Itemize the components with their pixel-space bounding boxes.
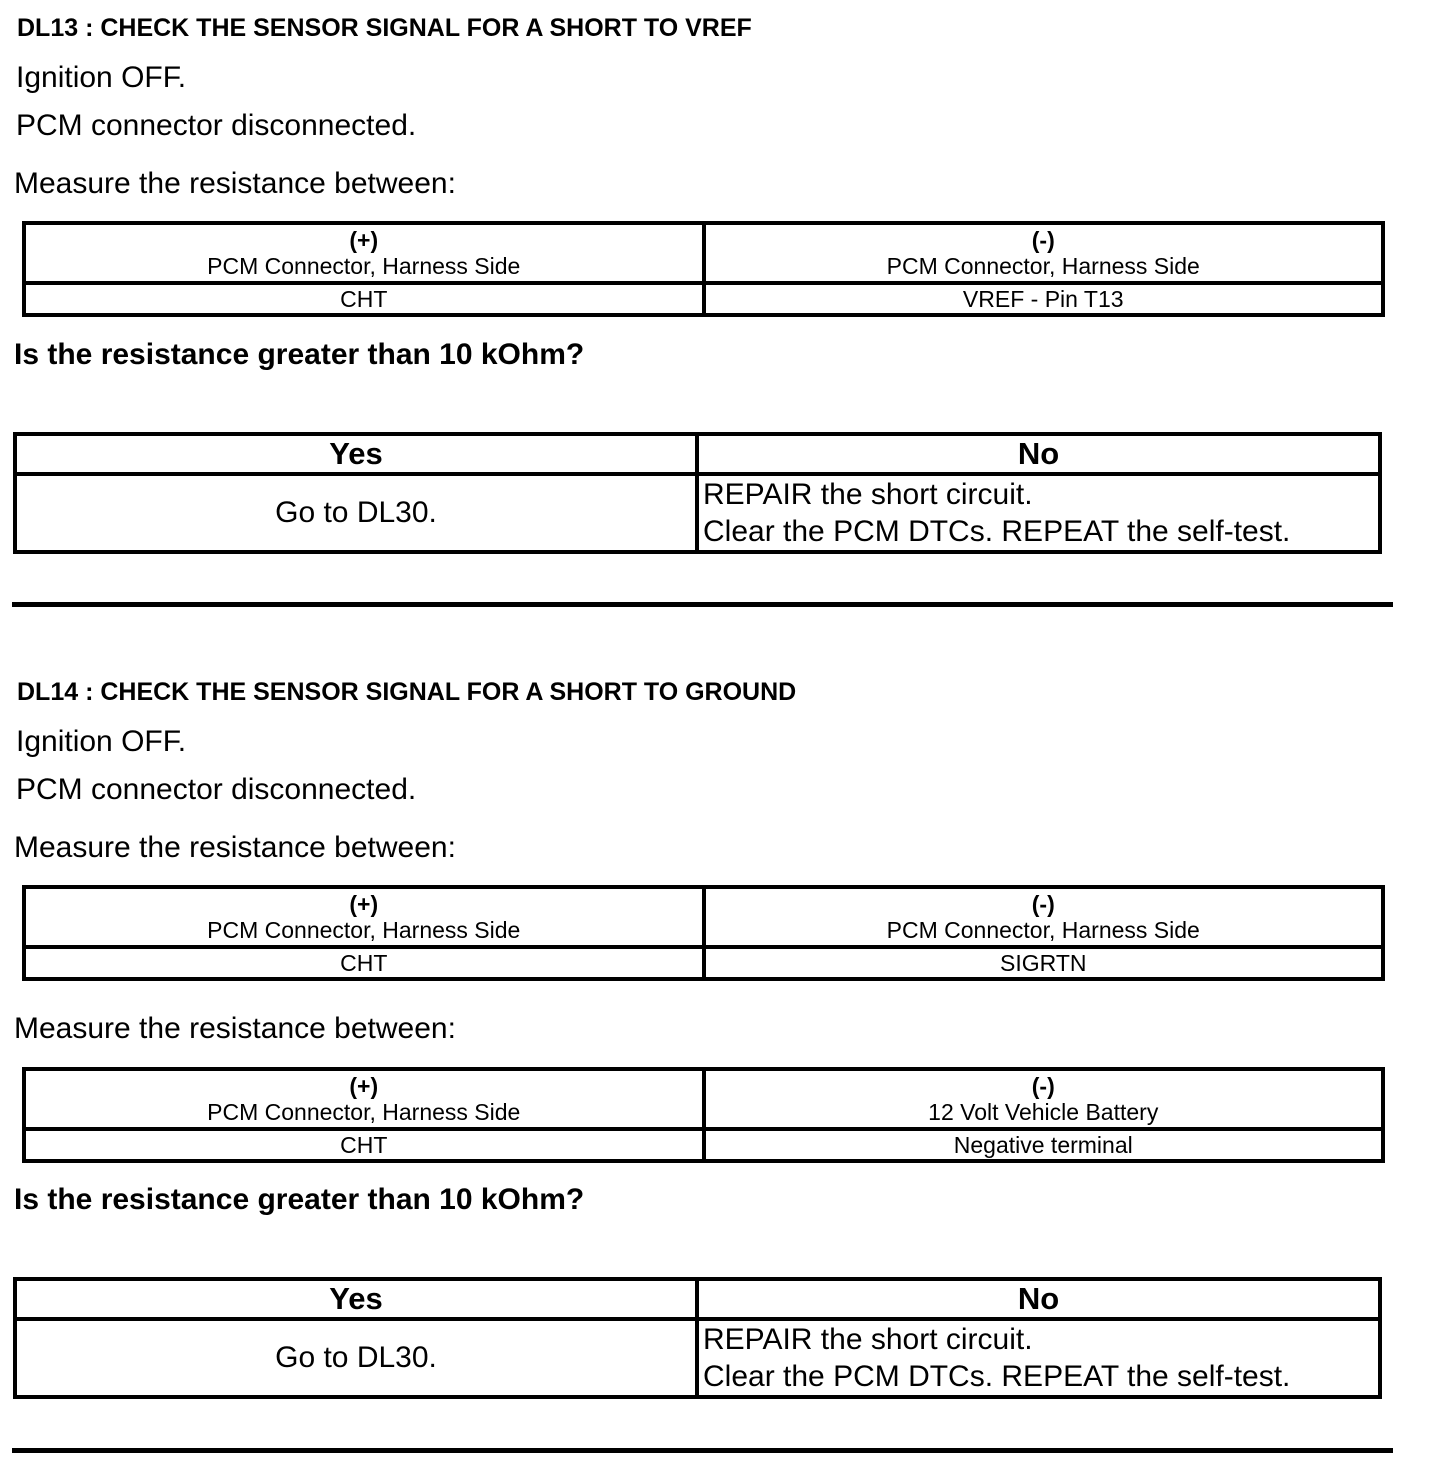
step-ignition-off: Ignition OFF. bbox=[16, 725, 187, 758]
step-ignition-off: Ignition OFF. bbox=[16, 61, 187, 94]
plus-sign: (+) bbox=[349, 227, 379, 253]
plus-location: PCM Connector, Harness Side bbox=[207, 253, 521, 279]
plus-location: PCM Connector, Harness Side bbox=[207, 917, 521, 943]
measurement-table-dl13 bbox=[22, 221, 1385, 317]
no-header: No bbox=[697, 1279, 1380, 1319]
no-action-line: Clear the PCM DTCs. REPEAT the self-test. bbox=[703, 515, 1291, 548]
minus-pin-value: VREF - Pin T13 bbox=[704, 283, 1384, 315]
minus-sign: (-) bbox=[1031, 1073, 1055, 1099]
step-pcm-disconnected: PCM connector disconnected. bbox=[16, 109, 417, 142]
question-dl14: Is the resistance greater than 10 kOhm? bbox=[14, 1183, 585, 1216]
yes-action: Go to DL30. bbox=[15, 1319, 697, 1397]
plus-probe-header bbox=[24, 1069, 704, 1129]
question-dl13: Is the resistance greater than 10 kOhm? bbox=[14, 338, 585, 371]
section-heading-dl13: DL13 : CHECK THE SENSOR SIGNAL FOR A SHORT TO VREF bbox=[17, 14, 752, 42]
measure-label: Measure the resistance between: bbox=[14, 1012, 456, 1045]
section-divider bbox=[12, 1448, 1393, 1453]
decision-table-dl14 bbox=[13, 1277, 1382, 1399]
yes-header: Yes bbox=[15, 1279, 697, 1319]
plus-probe-header bbox=[24, 223, 704, 283]
measure-label: Measure the resistance between: bbox=[14, 167, 456, 200]
plus-probe-header bbox=[24, 887, 704, 947]
minus-probe-header bbox=[704, 223, 1384, 283]
no-action bbox=[697, 474, 1380, 552]
minus-pin-value: Negative terminal bbox=[704, 1129, 1384, 1161]
plus-pin-value: CHT bbox=[24, 283, 704, 315]
no-action bbox=[697, 1319, 1380, 1397]
yes-header: Yes bbox=[15, 434, 697, 474]
plus-sign: (+) bbox=[349, 891, 379, 917]
measurement-table-dl14-battery bbox=[22, 1067, 1385, 1163]
minus-location: PCM Connector, Harness Side bbox=[886, 253, 1200, 279]
minus-location: 12 Volt Vehicle Battery bbox=[928, 1099, 1159, 1125]
no-action-line: REPAIR the short circuit. bbox=[703, 1323, 1033, 1356]
minus-sign: (-) bbox=[1031, 891, 1055, 917]
plus-pin-value: CHT bbox=[24, 1129, 704, 1161]
plus-sign: (+) bbox=[349, 1073, 379, 1099]
minus-probe-header bbox=[704, 887, 1384, 947]
minus-sign: (-) bbox=[1031, 227, 1055, 253]
section-heading-dl14: DL14 : CHECK THE SENSOR SIGNAL FOR A SHORT TO GROUND bbox=[17, 678, 797, 706]
no-header: No bbox=[697, 434, 1380, 474]
step-pcm-disconnected: PCM connector disconnected. bbox=[16, 773, 417, 806]
plus-location: PCM Connector, Harness Side bbox=[207, 1099, 521, 1125]
plus-pin-value: CHT bbox=[24, 947, 704, 979]
minus-probe-header bbox=[704, 1069, 1384, 1129]
measure-label: Measure the resistance between: bbox=[14, 831, 456, 864]
no-action-line: Clear the PCM DTCs. REPEAT the self-test. bbox=[703, 1360, 1291, 1393]
no-action-line: REPAIR the short circuit. bbox=[703, 478, 1033, 511]
decision-table-dl13 bbox=[13, 432, 1382, 554]
section-divider bbox=[12, 602, 1393, 607]
minus-location: PCM Connector, Harness Side bbox=[886, 917, 1200, 943]
minus-pin-value: SIGRTN bbox=[704, 947, 1384, 979]
yes-action: Go to DL30. bbox=[15, 474, 697, 552]
measurement-table-dl14-sigrtn bbox=[22, 885, 1385, 981]
